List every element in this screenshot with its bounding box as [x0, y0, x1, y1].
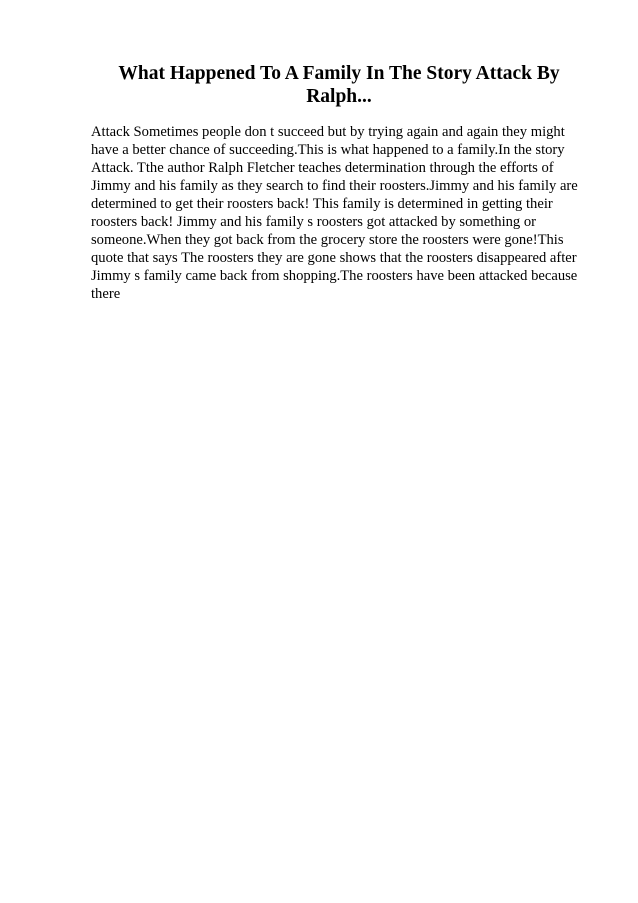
body-line: determined to get their roosters back! This family is determined in getting their: [91, 196, 553, 212]
document-title: What Happened To A Family In The Story Attack By Ralph...: [118, 63, 560, 107]
body-line: have a better chance of succeeding.This is what happened to a family.In the story: [91, 142, 565, 158]
body-line: Attack Sometimes people don t succeed but by trying again and again they might: [91, 124, 565, 140]
body-line: there: [91, 286, 121, 302]
body-line: roosters back! Jimmy and his family s roosters got attacked by something or: [91, 214, 537, 230]
body-line: someone.When they got back from the grocery store the roosters were gone!This: [91, 232, 564, 248]
body-line: Jimmy and his family as they search to find their roosters.Jimmy and his family are: [91, 178, 578, 194]
document-body: [91, 123, 577, 303]
body-line: Attack. Tthe author Ralph Fletcher teaches determination through the efforts of: [91, 160, 554, 176]
body-line: quote that says The roosters they are gone shows that the roosters disappeared after: [91, 250, 577, 266]
body-line: Jimmy s family came back from shopping.The roosters have been attacked because: [91, 268, 578, 284]
